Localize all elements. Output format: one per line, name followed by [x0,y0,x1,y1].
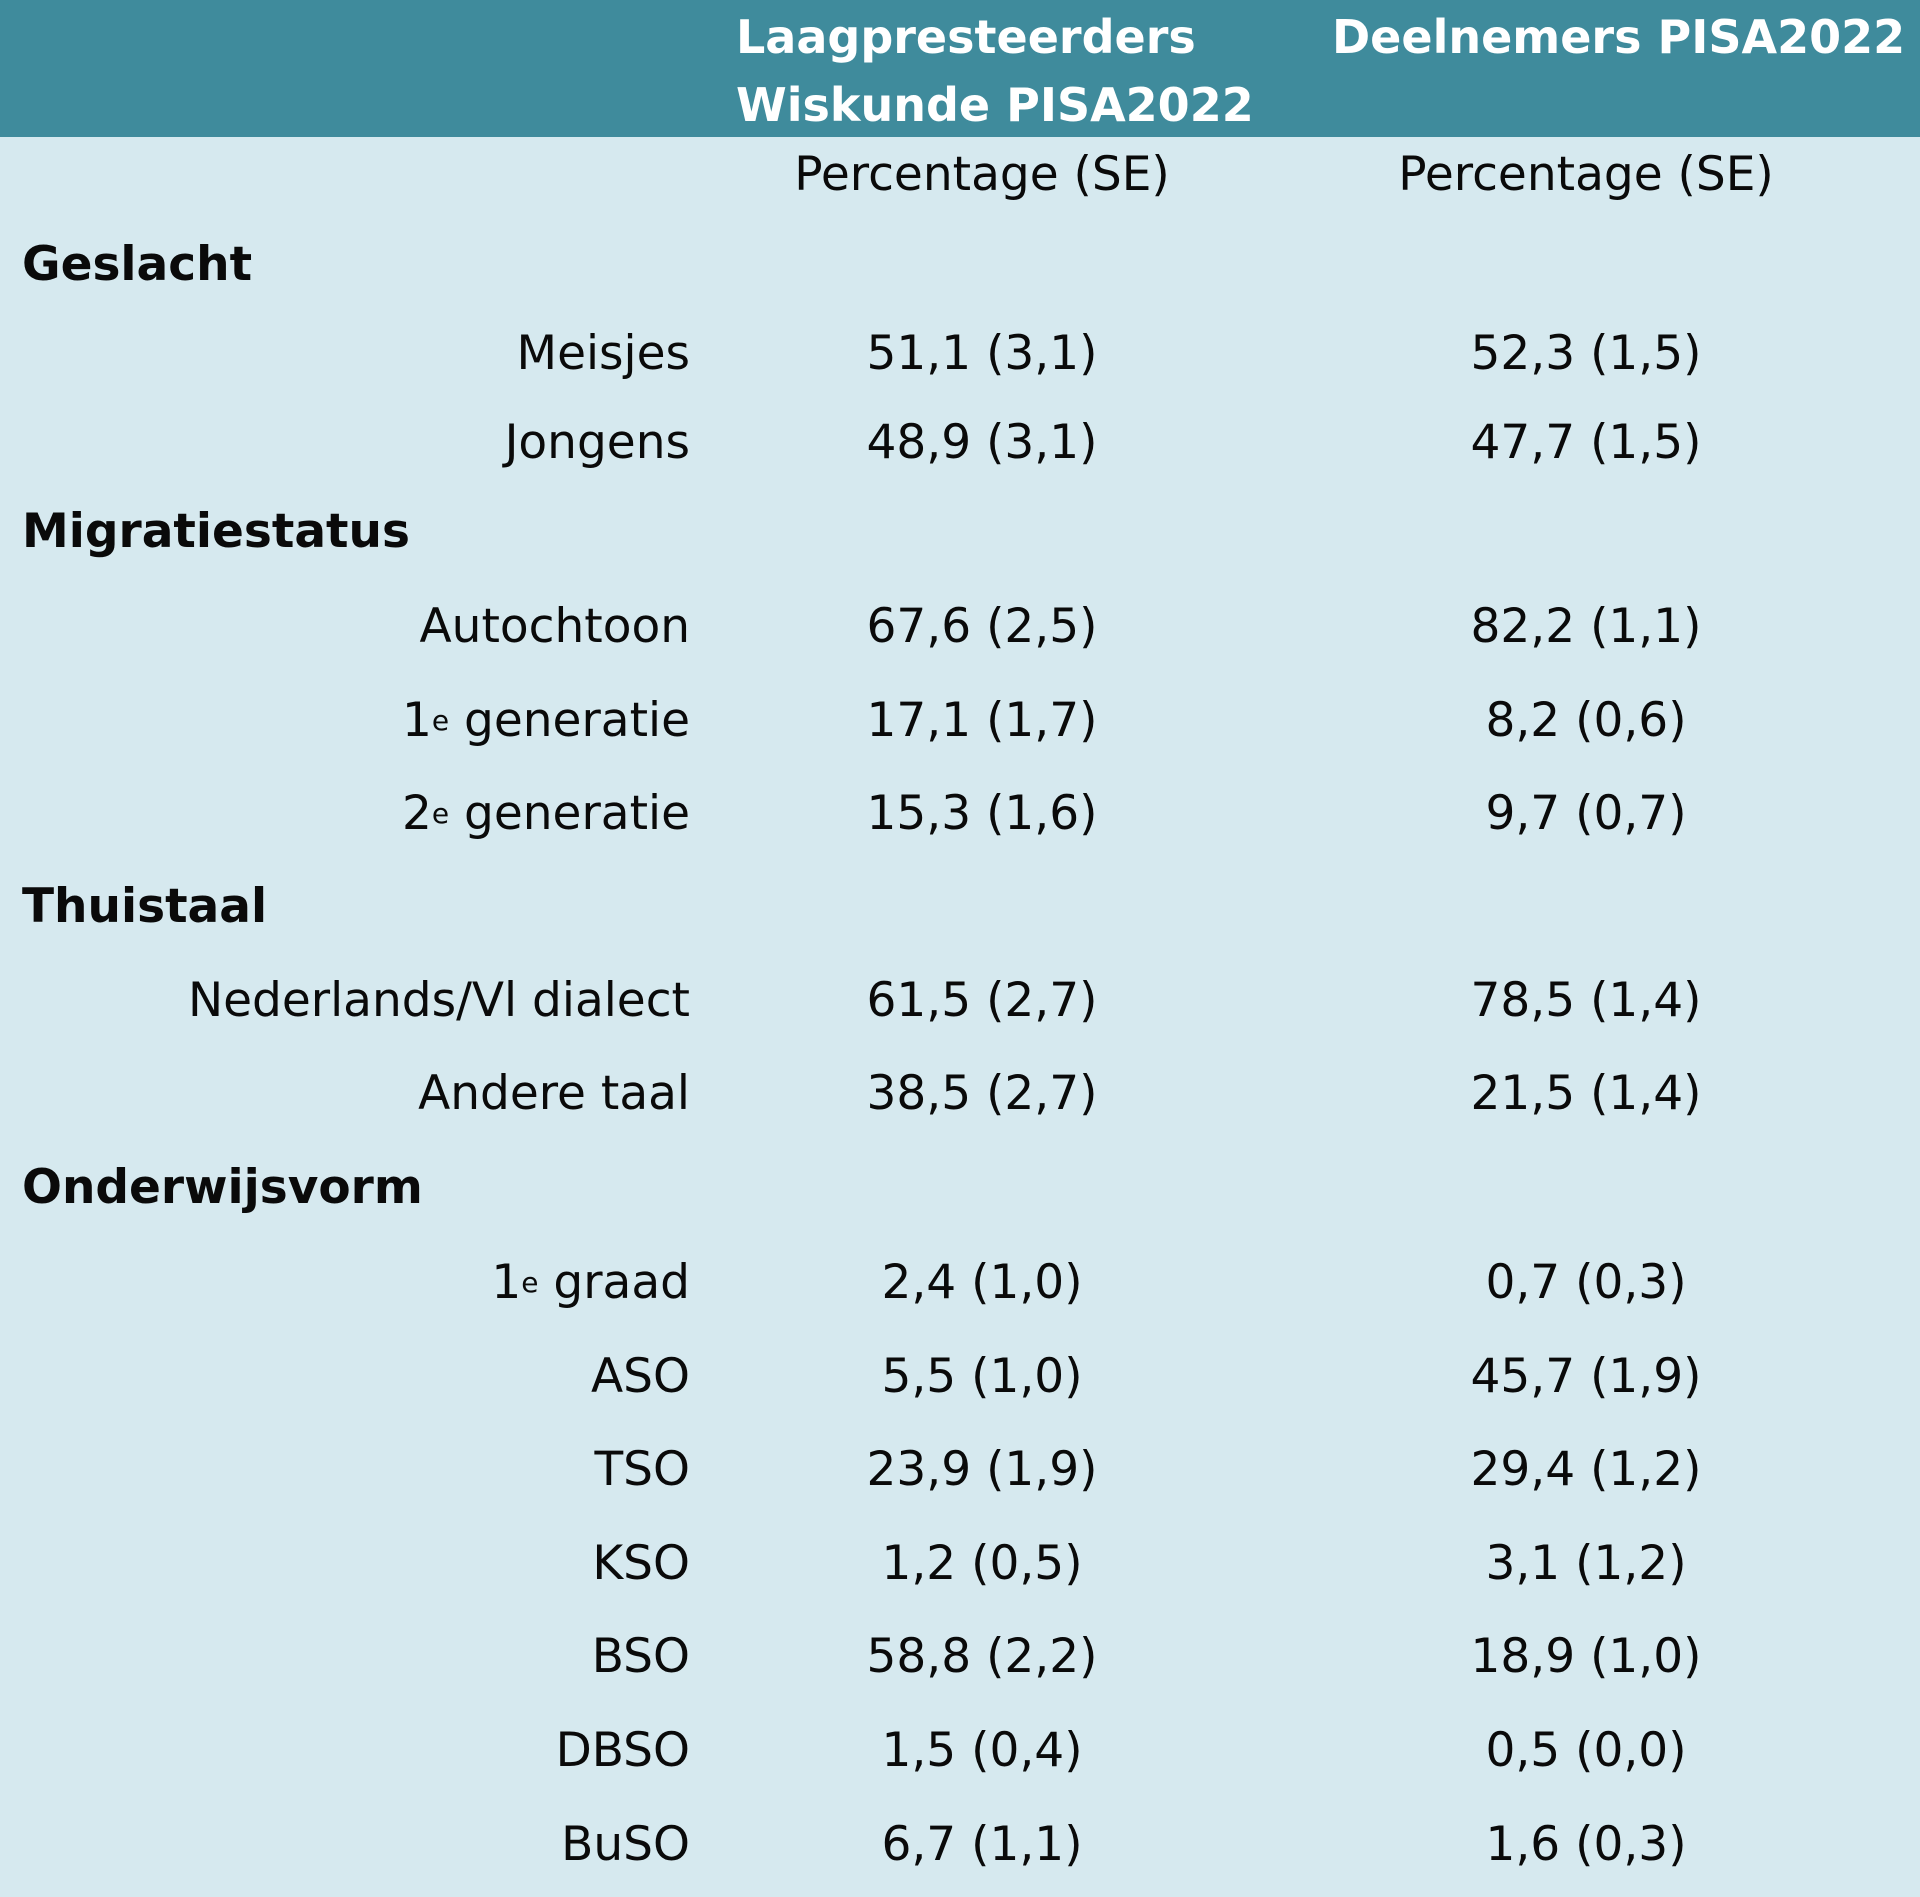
row-label: KSO [592,1536,690,1591]
table-row [0,411,1920,475]
value-low-performers: 1,2 (0,5) [881,1536,1083,1591]
value-participants: 78,5 (1,4) [1470,973,1702,1028]
header-col1-line1: Laagpresteerders [736,10,1196,64]
value-participants: 82,2 (1,1) [1470,599,1702,654]
row-label: BSO [591,1629,690,1684]
value-low-performers: 48,9 (3,1) [866,415,1098,470]
value-participants: 8,2 (0,6) [1485,693,1687,748]
table-row [0,1345,1920,1409]
category-thuistaal: Thuistaal [22,879,268,934]
row-label [402,782,690,846]
value-participants: 0,7 (0,3) [1485,1255,1687,1310]
value-low-performers: 61,5 (2,7) [866,973,1098,1028]
ordinal-number: 1 [491,1255,522,1310]
value-participants: 18,9 (1,0) [1470,1629,1702,1684]
value-low-performers: 67,6 (2,5) [866,599,1098,654]
row-label: BuSO [561,1817,690,1872]
row-label: Jongens [504,415,690,470]
ordinal-suffix: e [431,797,450,830]
value-participants: 45,7 (1,9) [1470,1349,1702,1404]
label-text: generatie [449,693,690,748]
table-row [0,1719,1920,1783]
value-low-performers: 5,5 (1,0) [881,1349,1083,1404]
row-label: Nederlands/Vl dialect [187,973,690,1028]
table-row [0,1438,1920,1502]
value-low-performers: 51,1 (3,1) [866,326,1098,381]
value-low-performers: 6,7 (1,1) [881,1817,1083,1872]
value-participants: 29,4 (1,2) [1470,1442,1702,1497]
row-label: ASO [591,1349,690,1404]
value-low-performers: 15,3 (1,6) [866,786,1098,841]
table-row [0,1813,1920,1877]
ordinal-number: 1 [401,693,432,748]
row-label: Autochtoon [419,599,690,654]
table-row [0,1062,1920,1126]
value-low-performers: 1,5 (0,4) [881,1723,1083,1778]
header-col1-line2: Wiskunde PISA2022 [736,78,1254,132]
value-low-performers: 17,1 (1,7) [866,693,1098,748]
row-label: DBSO [555,1723,690,1778]
table-row [0,595,1920,659]
value-participants: 52,3 (1,5) [1470,326,1702,381]
value-participants: 47,7 (1,5) [1470,415,1702,470]
category-geslacht: Geslacht [22,237,253,292]
subheader-col2: Percentage (SE) [1398,147,1774,202]
table-row [0,782,1920,846]
table-row [0,322,1920,386]
value-participants: 0,5 (0,0) [1485,1723,1687,1778]
value-participants: 9,7 (0,7) [1485,786,1687,841]
table-row [0,969,1920,1033]
category-onderwijsvorm: Onderwijsvorm [22,1160,423,1215]
value-low-performers: 38,5 (2,7) [866,1066,1098,1121]
value-participants: 3,1 (1,2) [1485,1536,1687,1591]
header-col-low-performers [736,3,1254,139]
subheader-col1: Percentage (SE) [794,147,1170,202]
label-text: generatie [449,786,690,841]
value-low-performers: 58,8 (2,2) [866,1629,1098,1684]
row-label: Andere taal [418,1066,690,1121]
ordinal-number: 2 [401,786,432,841]
value-low-performers: 23,9 (1,9) [866,1442,1098,1497]
row-label [402,689,690,753]
value-participants: 21,5 (1,4) [1470,1066,1702,1121]
ordinal-suffix: e [521,1266,539,1299]
row-label [491,1251,690,1315]
row-label: Meisjes [516,326,690,381]
table-header [0,0,1920,137]
table-row [0,1625,1920,1689]
ordinal-suffix: e [431,704,450,737]
label-text: graad [538,1255,690,1310]
value-participants: 1,6 (0,3) [1485,1817,1687,1872]
category-migratiestatus: Migratiestatus [22,504,410,559]
value-low-performers: 2,4 (1,0) [881,1255,1083,1310]
table-row [0,689,1920,753]
table-row [0,1532,1920,1596]
table-row [0,1251,1920,1315]
row-label: TSO [594,1442,690,1497]
header-col-participants: Deelnemers PISA2022 [1332,10,1906,64]
